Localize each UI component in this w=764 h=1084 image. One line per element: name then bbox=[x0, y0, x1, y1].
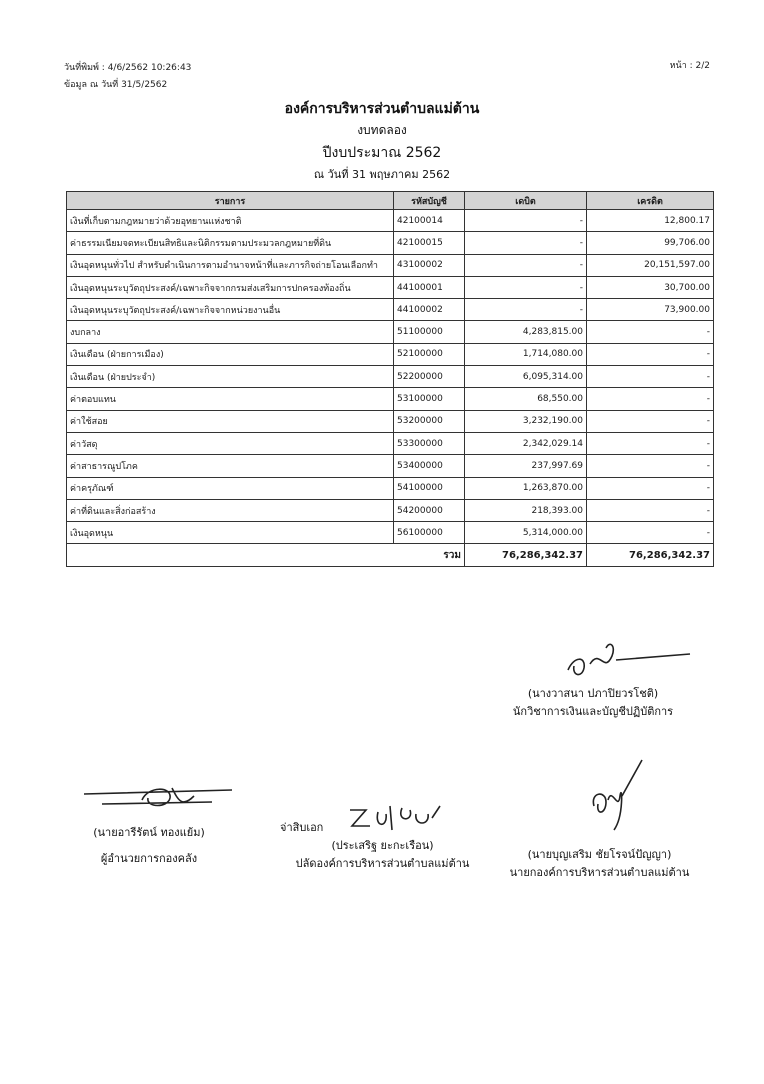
item-name: ค่าที่ดินและสิ่งก่อสร้าง bbox=[67, 499, 394, 521]
account-code: 54100000 bbox=[394, 477, 465, 499]
credit-amount: 12,800.17 bbox=[587, 210, 714, 232]
debit-amount: 218,393.00 bbox=[465, 499, 587, 521]
signature-scribble-1 bbox=[560, 634, 700, 684]
table-row bbox=[67, 477, 714, 499]
trial-balance-table bbox=[66, 191, 714, 567]
column-header-debit: เดบิต bbox=[465, 192, 587, 210]
item-name: งบกลาง bbox=[67, 321, 394, 343]
credit-amount: 20,151,597.00 bbox=[587, 254, 714, 276]
credit-amount: - bbox=[587, 343, 714, 365]
credit-amount: 99,706.00 bbox=[587, 232, 714, 254]
credit-amount: - bbox=[587, 499, 714, 521]
item-name: ค่าวัสดุ bbox=[67, 432, 394, 454]
account-code: 53300000 bbox=[394, 432, 465, 454]
signatory-position: นักวิชาการเงินและบัญชีปฏิบัติการ bbox=[512, 705, 674, 718]
table-row bbox=[67, 455, 714, 477]
account-code: 51100000 bbox=[394, 321, 465, 343]
total-debit: 76,286,342.37 bbox=[465, 544, 587, 566]
column-header-item: รายการ bbox=[67, 192, 394, 210]
signature-scribble-2 bbox=[82, 778, 242, 818]
signature-block-mayor bbox=[492, 845, 707, 881]
debit-amount: 6,095,314.00 bbox=[465, 366, 587, 388]
credit-amount: - bbox=[587, 455, 714, 477]
table-row bbox=[67, 210, 714, 232]
table-row bbox=[67, 232, 714, 254]
debit-amount: - bbox=[465, 276, 587, 298]
signatory-name: (ประเสริฐ ยะกะเรือน) bbox=[331, 839, 434, 852]
credit-amount: - bbox=[587, 388, 714, 410]
column-header-credit: เครดิต bbox=[587, 192, 714, 210]
fiscal-year: ปีงบประมาณ 2562 bbox=[322, 145, 442, 161]
table-row bbox=[67, 522, 714, 544]
debit-amount: 2,342,029.14 bbox=[465, 432, 587, 454]
signatory-position: ผู้อำนวยการกองคลัง bbox=[100, 852, 198, 865]
debit-amount: - bbox=[465, 232, 587, 254]
table-row bbox=[67, 366, 714, 388]
table-row bbox=[67, 299, 714, 321]
signatory-name: (นายอารีรัตน์ ทองแย้ม) bbox=[93, 826, 205, 839]
total-row bbox=[67, 544, 714, 566]
item-name: ค่าธรรมเนียมจดทะเบียนสิทธิและนิติกรรมตามประมวลกฎหมายที่ดิน bbox=[67, 232, 394, 254]
debit-amount: 1,263,870.00 bbox=[465, 477, 587, 499]
table-row bbox=[67, 343, 714, 365]
debit-amount: 4,283,815.00 bbox=[465, 321, 587, 343]
account-code: 42100014 bbox=[394, 210, 465, 232]
account-code: 52100000 bbox=[394, 343, 465, 365]
signature-block-accountant bbox=[478, 684, 708, 720]
item-name: เงินอุดหนุนทั่วไป สำหรับดำเนินการตามอำนาจหน้าที่และภารกิจถ่ายโอนเลือกทำ bbox=[67, 254, 394, 276]
table-row bbox=[67, 410, 714, 432]
account-code: 53400000 bbox=[394, 455, 465, 477]
item-name: เงินอุดหนุนระบุวัตถุประสงค์/เฉพาะกิจจากกรมส่งเสริมการปกครองท้องถิ่น bbox=[67, 276, 394, 298]
account-code: 54200000 bbox=[394, 499, 465, 521]
credit-amount: - bbox=[587, 477, 714, 499]
account-code: 53100000 bbox=[394, 388, 465, 410]
table-header-row bbox=[67, 192, 714, 210]
signature-scribble-4 bbox=[584, 756, 664, 836]
item-name: เงินอุดหนุนระบุวัตถุประสงค์/เฉพาะกิจจากหน่วยงานอื่น bbox=[67, 299, 394, 321]
table-row bbox=[67, 276, 714, 298]
item-name: เงินอุดหนุน bbox=[67, 522, 394, 544]
credit-amount: - bbox=[587, 432, 714, 454]
total-label: รวม bbox=[394, 544, 465, 566]
print-date: วันที่พิมพ์ : 4/6/2562 10:26:43 bbox=[64, 63, 192, 73]
table-row bbox=[67, 321, 714, 343]
column-header-account-code: รหัสบัญชี bbox=[394, 192, 465, 210]
signatory-name: (นางวาสนา ปภาปิยวรโชติ) bbox=[527, 687, 659, 700]
signatory-position: นายกองค์การบริหารส่วนตำบลแม่ต้าน bbox=[509, 866, 690, 879]
item-name: ค่าตอบแทน bbox=[67, 388, 394, 410]
account-code: 44100001 bbox=[394, 276, 465, 298]
item-name: เงินเดือน (ฝ่ายประจำ) bbox=[67, 366, 394, 388]
table-row bbox=[67, 388, 714, 410]
table-row bbox=[67, 254, 714, 276]
table-row bbox=[67, 499, 714, 521]
item-name: ค่าสาธารณูปโภค bbox=[67, 455, 394, 477]
debit-amount: 5,314,000.00 bbox=[465, 522, 587, 544]
item-name: เงินเดือน (ฝ่ายการเมือง) bbox=[67, 343, 394, 365]
account-code: 44100002 bbox=[394, 299, 465, 321]
debit-amount: 1,714,080.00 bbox=[465, 343, 587, 365]
organization-name: องค์การบริหารส่วนตำบลแม่ต้าน bbox=[284, 101, 480, 117]
debit-amount: - bbox=[465, 299, 587, 321]
total-blank-cell bbox=[67, 544, 394, 566]
account-code: 43100002 bbox=[394, 254, 465, 276]
debit-amount: 237,997.69 bbox=[465, 455, 587, 477]
signature-block-finance-director bbox=[64, 823, 234, 867]
page-number: หน้า : 2/2 bbox=[669, 61, 710, 71]
credit-amount: 73,900.00 bbox=[587, 299, 714, 321]
data-as-of-date: ข้อมูล ณ วันที่ 31/5/2562 bbox=[64, 80, 168, 90]
signatory-position: ปลัดองค์การบริหารส่วนตำบลแม่ต้าน bbox=[295, 857, 470, 870]
credit-amount: - bbox=[587, 410, 714, 432]
signatory-name: (นายบุญเสริม ชัยโรจน์ปัญญา) bbox=[527, 848, 672, 861]
table-row bbox=[67, 432, 714, 454]
debit-amount: 68,550.00 bbox=[465, 388, 587, 410]
signatory-prefix: จ่าสิบเอก bbox=[280, 821, 324, 834]
account-code: 42100015 bbox=[394, 232, 465, 254]
debit-amount: - bbox=[465, 210, 587, 232]
credit-amount: - bbox=[587, 522, 714, 544]
item-name: ค่าครุภัณฑ์ bbox=[67, 477, 394, 499]
item-name: เงินที่เก็บตามกฎหมายว่าด้วยอุทยานแห่งชาติ bbox=[67, 210, 394, 232]
account-code: 56100000 bbox=[394, 522, 465, 544]
report-title: งบทดลอง bbox=[357, 123, 407, 137]
credit-amount: - bbox=[587, 366, 714, 388]
debit-amount: - bbox=[465, 254, 587, 276]
item-name: ค่าใช้สอย bbox=[67, 410, 394, 432]
credit-amount: - bbox=[587, 321, 714, 343]
account-code: 52200000 bbox=[394, 366, 465, 388]
as-of-date: ณ วันที่ 31 พฤษภาคม 2562 bbox=[313, 168, 451, 181]
signature-block-chief-administrator bbox=[280, 818, 485, 872]
credit-amount: 30,700.00 bbox=[587, 276, 714, 298]
debit-amount: 3,232,190.00 bbox=[465, 410, 587, 432]
account-code: 53200000 bbox=[394, 410, 465, 432]
total-credit: 76,286,342.37 bbox=[587, 544, 714, 566]
